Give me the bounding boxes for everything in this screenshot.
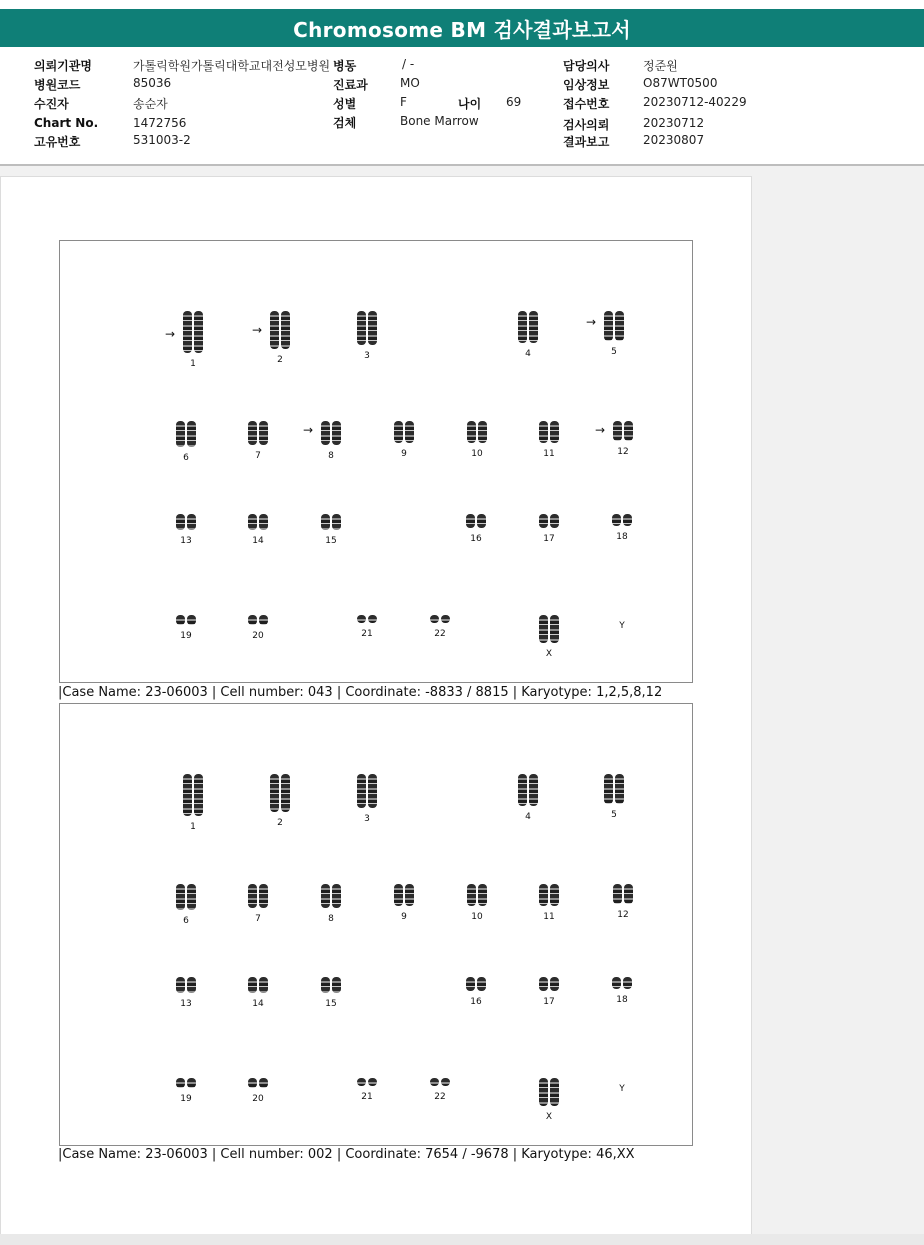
chromosome-pair-image xyxy=(430,1078,450,1086)
institution-value: 가톨릭학원가톨릭대학교대전성모병원 xyxy=(133,59,331,73)
chromosome-3 xyxy=(337,311,397,361)
chromosome-number-label: 19 xyxy=(180,1094,192,1104)
chromosome-shape xyxy=(624,884,633,904)
chromosome-shape xyxy=(466,514,475,528)
chromosome-shape xyxy=(604,311,613,341)
chromosome-shape xyxy=(615,311,624,341)
chromosome-shape xyxy=(270,311,279,349)
chromosome-shape xyxy=(248,421,257,445)
chromosome-shape xyxy=(357,615,366,623)
receipt-no-value: 20230712-40229 xyxy=(643,95,747,109)
chromosome-shape xyxy=(539,977,548,991)
chromosome-13 xyxy=(156,514,216,546)
chromosome-shape xyxy=(623,977,632,989)
report-title: Chromosome BM 검사결과보고서 xyxy=(293,17,631,42)
chromosome-13 xyxy=(156,977,216,1009)
chromosome-shape xyxy=(332,977,341,993)
chromosome-shape xyxy=(368,774,377,808)
chromosome-shape xyxy=(405,884,414,906)
chromosome-shape xyxy=(539,615,548,643)
abnormality-arrow-icon: → xyxy=(252,323,263,337)
chart-no-label: Chart No. xyxy=(34,116,99,130)
chromosome-pair-image xyxy=(321,514,341,530)
chromosome-4 xyxy=(498,311,558,359)
chromosome-shape xyxy=(187,615,196,625)
chromosome-number-label: 20 xyxy=(252,631,264,641)
chromosome-11 xyxy=(519,884,579,922)
chromosome-pair-image xyxy=(321,977,341,993)
chromosome-4 xyxy=(498,774,558,822)
chromosome-pair-image xyxy=(466,977,486,991)
chromosome-shape xyxy=(248,884,257,908)
unique-no-value: 531003-2 xyxy=(133,133,191,147)
chromosome-shape xyxy=(604,774,613,804)
chromosome-shape xyxy=(405,421,414,443)
chromosome-number-label: 7 xyxy=(255,914,261,924)
chromosome-pair-image xyxy=(613,884,633,904)
chromosome-X xyxy=(519,1078,579,1122)
chromosome-5 xyxy=(584,774,644,820)
doctor-value: 정준원 xyxy=(643,59,678,73)
chromosome-14 xyxy=(228,514,288,546)
chromosome-pair-image xyxy=(321,884,341,908)
chromosome-pair-image xyxy=(539,514,559,528)
chromosome-number-label: 19 xyxy=(180,631,192,641)
chromosome-shape xyxy=(248,1078,257,1088)
report-date-label: 결과보고 xyxy=(563,135,610,149)
report-document xyxy=(0,176,752,1236)
chromosome-3 xyxy=(337,774,397,824)
karyogram-caption-1: |Case Name: 23-06003 | Cell number: 043 | Coordinate: -8833 / 8815 | Karyotype: 1,2,5,8,12 xyxy=(58,685,663,700)
chromosome-number-label: 13 xyxy=(180,536,192,546)
chromosome-pair-image xyxy=(248,514,268,530)
chromosome-shape xyxy=(187,514,196,530)
chromosome-Y xyxy=(592,615,652,631)
chromosome-shape xyxy=(477,977,486,991)
chromosome-shape xyxy=(539,1078,548,1106)
chromosome-number-label: 21 xyxy=(361,1092,373,1102)
chromosome-shape xyxy=(248,514,257,530)
hospital-code-label: 병원코드 xyxy=(34,78,81,92)
chromosome-pair-image xyxy=(270,774,290,812)
chromosome-shape xyxy=(441,615,450,623)
chromosome-shape xyxy=(539,514,548,528)
chromosome-pair-image xyxy=(539,615,559,643)
dept-label: 진료과 xyxy=(333,78,368,92)
chromosome-2 xyxy=(250,311,310,365)
chromosome-shape xyxy=(281,311,290,349)
chromosome-shape xyxy=(430,615,439,623)
chromosome-number-label: 9 xyxy=(401,449,407,459)
chromosome-number-label: 6 xyxy=(183,453,189,463)
chromosome-number-label: 8 xyxy=(328,451,334,461)
chromosome-number-label: 18 xyxy=(616,995,628,1005)
chromosome-shape xyxy=(478,884,487,906)
chromosome-pair-image xyxy=(248,1078,268,1088)
chromosome-pair-image xyxy=(466,514,486,528)
chromosome-number-label: 21 xyxy=(361,629,373,639)
chromosome-9 xyxy=(374,421,434,459)
chromosome-shape xyxy=(550,884,559,906)
chromosome-pair-image xyxy=(321,421,341,445)
report-header xyxy=(0,0,924,55)
chromosome-shape xyxy=(539,884,548,906)
chromosome-number-label: 8 xyxy=(328,914,334,924)
chromosome-shape xyxy=(321,977,330,993)
patient-info-block xyxy=(0,54,924,166)
chromosome-shape xyxy=(248,615,257,625)
chromosome-shape xyxy=(550,514,559,528)
sex-value: F xyxy=(400,95,407,109)
chromosome-pair-image xyxy=(394,884,414,906)
chromosome-X xyxy=(519,615,579,659)
chromosome-pair-image xyxy=(357,1078,377,1086)
chromosome-shape xyxy=(259,884,268,908)
chromosome-pair-image xyxy=(539,884,559,906)
chromosome-shape xyxy=(613,421,622,441)
chromosome-shape xyxy=(332,514,341,530)
chromosome-pair-image xyxy=(248,615,268,625)
chromosome-9 xyxy=(374,884,434,922)
chromosome-1 xyxy=(163,774,223,832)
abnormality-arrow-icon: → xyxy=(586,315,597,329)
abnormality-arrow-icon: → xyxy=(165,327,176,341)
institution-label: 의뢰기관명 xyxy=(34,59,92,73)
request-date-value: 20230712 xyxy=(643,116,705,130)
chromosome-pair-image xyxy=(176,1078,196,1088)
chromosome-shape xyxy=(176,514,185,530)
receipt-no-label: 접수번호 xyxy=(563,97,610,111)
chromosome-shape xyxy=(430,1078,439,1086)
chromosome-shape xyxy=(183,311,192,353)
chromosome-shape xyxy=(613,884,622,904)
chromosome-number-label: 10 xyxy=(471,912,483,922)
chromosome-shape xyxy=(194,774,203,816)
chromosome-shape xyxy=(321,514,330,530)
chromosome-pair-image xyxy=(176,884,196,910)
chromosome-number-label: 9 xyxy=(401,912,407,922)
chromosome-shape xyxy=(259,977,268,993)
specimen-label: 검체 xyxy=(333,116,357,130)
age-label: 나이 xyxy=(458,97,482,111)
chromosome-shape xyxy=(612,514,621,526)
chromosome-shape xyxy=(321,884,330,908)
chart-no-value: 1472756 xyxy=(133,116,187,130)
chromosome-shape xyxy=(321,421,330,445)
chromosome-shape xyxy=(368,1078,377,1086)
chromosome-number-label: 4 xyxy=(525,349,531,359)
specimen-value: Bone Marrow xyxy=(400,114,479,128)
chromosome-19 xyxy=(156,1078,216,1104)
chromosome-pair-image xyxy=(176,514,196,530)
chromosome-pair-image xyxy=(604,774,624,804)
chromosome-10 xyxy=(447,421,507,459)
chromosome-shape xyxy=(357,774,366,808)
clinical-info-value: O87WT0500 xyxy=(643,76,718,90)
chromosome-20 xyxy=(228,615,288,641)
chromosome-shape xyxy=(259,615,268,625)
chromosome-shape xyxy=(478,421,487,443)
chromosome-8 xyxy=(301,884,361,924)
chromosome-number-label: 20 xyxy=(252,1094,264,1104)
chromosome-15 xyxy=(301,977,361,1009)
chromosome-shape xyxy=(194,311,203,353)
chromosome-18 xyxy=(592,514,652,542)
chromosome-number-label: 5 xyxy=(611,810,617,820)
chromosome-shape xyxy=(394,884,403,906)
chromosome-shape xyxy=(624,421,633,441)
chromosome-shape xyxy=(518,774,527,806)
chromosome-pair-image xyxy=(467,884,487,906)
clinical-info-label: 임상정보 xyxy=(563,78,610,92)
chromosome-pair-image xyxy=(183,311,203,353)
chromosome-15 xyxy=(301,514,361,546)
chromosome-pair-image xyxy=(357,774,377,808)
hospital-code-value: 85036 xyxy=(133,76,172,90)
chromosome-number-label: 16 xyxy=(470,997,482,1007)
chromosome-shape xyxy=(539,421,548,443)
chromosome-number-label: 15 xyxy=(325,999,337,1009)
chromosome-shape xyxy=(550,1078,559,1106)
chromosome-18 xyxy=(592,977,652,1005)
chromosome-shape xyxy=(270,774,279,812)
chromosome-shape xyxy=(477,514,486,528)
chromosome-22 xyxy=(410,615,470,639)
chromosome-number-label: 17 xyxy=(543,534,555,544)
chromosome-pair-image xyxy=(248,977,268,993)
chromosome-pair-image xyxy=(539,421,559,443)
chromosome-shape xyxy=(187,421,196,447)
chromosome-shape xyxy=(394,421,403,443)
chromosome-7 xyxy=(228,421,288,461)
chromosome-number-label: 18 xyxy=(616,532,628,542)
chromosome-number-label: Y xyxy=(619,1084,625,1094)
chromosome-shape xyxy=(183,774,192,816)
chromosome-number-label: 7 xyxy=(255,451,261,461)
title-banner xyxy=(0,9,924,47)
chromosome-shape xyxy=(332,421,341,445)
chromosome-6 xyxy=(156,421,216,463)
chromosome-pair-image xyxy=(539,1078,559,1106)
chromosome-number-label: X xyxy=(545,649,553,659)
chromosome-pair-image xyxy=(176,615,196,625)
patient-value: 송순자 xyxy=(133,97,168,111)
karyogram-panel-1 xyxy=(59,240,693,683)
doctor-label: 담당의사 xyxy=(563,59,610,73)
chromosome-pair-image xyxy=(270,311,290,349)
chromosome-number-label: X xyxy=(545,1112,553,1122)
chromosome-17 xyxy=(519,977,579,1007)
chromosome-shape xyxy=(441,1078,450,1086)
unique-no-label: 고유번호 xyxy=(34,135,81,149)
chromosome-shape xyxy=(518,311,527,343)
chromosome-number-label: 3 xyxy=(364,351,370,361)
chromosome-number-label: 22 xyxy=(434,629,446,639)
chromosome-10 xyxy=(447,884,507,922)
chromosome-number-label: 14 xyxy=(252,999,264,1009)
chromosome-number-label: 17 xyxy=(543,997,555,1007)
chromosome-shape xyxy=(332,884,341,908)
abnormality-arrow-icon: → xyxy=(595,423,606,437)
chromosome-shape xyxy=(466,977,475,991)
chromosome-pair-image xyxy=(612,514,632,526)
report-date-value: 20230807 xyxy=(643,133,705,147)
chromosome-number-label: 5 xyxy=(611,347,617,357)
chromosome-16 xyxy=(446,514,506,544)
chromosome-shape xyxy=(368,615,377,623)
chromosome-number-label: 6 xyxy=(183,916,189,926)
chromosome-number-label: 13 xyxy=(180,999,192,1009)
chromosome-shape xyxy=(612,977,621,989)
abnormality-arrow-icon: → xyxy=(303,423,314,437)
chromosome-shape xyxy=(550,615,559,643)
dept-value: MO xyxy=(400,76,420,90)
chromosome-number-label: 3 xyxy=(364,814,370,824)
chromosome-number-label: 2 xyxy=(277,355,283,365)
chromosome-number-label: 1 xyxy=(190,359,196,369)
chromosome-shape xyxy=(281,774,290,812)
chromosome-pair-image xyxy=(357,311,377,345)
chromosome-number-label: 10 xyxy=(471,449,483,459)
chromosome-shape xyxy=(259,421,268,445)
chromosome-shape xyxy=(615,774,624,804)
chromosome-shape xyxy=(176,421,185,447)
chromosome-14 xyxy=(228,977,288,1009)
chromosome-7 xyxy=(228,884,288,924)
chromosome-number-label: 16 xyxy=(470,534,482,544)
chromosome-number-label: 2 xyxy=(277,818,283,828)
request-date-label: 검사의뢰 xyxy=(563,118,610,132)
chromosome-number-label: Y xyxy=(619,621,625,631)
chromosome-pair-image xyxy=(518,311,538,343)
chromosome-shape xyxy=(259,514,268,530)
chromosome-pair-image xyxy=(539,977,559,991)
chromosome-pair-image xyxy=(357,615,377,623)
chromosome-pair-image xyxy=(613,421,633,441)
chromosome-pair-image xyxy=(176,977,196,993)
chromosome-shape xyxy=(176,1078,185,1088)
chromosome-shape xyxy=(550,977,559,991)
patient-label: 수진자 xyxy=(34,97,69,111)
chromosome-pair-image xyxy=(612,977,632,989)
chromosome-number-label: 22 xyxy=(434,1092,446,1102)
chromosome-pair-image xyxy=(604,311,624,341)
ward-value: / - xyxy=(402,57,415,71)
chromosome-number-label: 14 xyxy=(252,536,264,546)
chromosome-shape xyxy=(259,1078,268,1088)
chromosome-22 xyxy=(410,1078,470,1102)
chromosome-number-label: 4 xyxy=(525,812,531,822)
chromosome-shape xyxy=(187,1078,196,1088)
chromosome-shape xyxy=(357,311,366,345)
chromosome-shape xyxy=(357,1078,366,1086)
chromosome-shape xyxy=(176,884,185,910)
chromosome-shape xyxy=(176,615,185,625)
chromosome-shape xyxy=(623,514,632,526)
chromosome-pair-image xyxy=(176,421,196,447)
chromosome-shape xyxy=(529,311,538,343)
chromosome-shape xyxy=(550,421,559,443)
chromosome-pair-image xyxy=(430,615,450,623)
chromosome-shape xyxy=(248,977,257,993)
chromosome-number-label: 11 xyxy=(543,449,555,459)
chromosome-pair-image xyxy=(394,421,414,443)
chromosome-21 xyxy=(337,1078,397,1102)
karyogram-panel-2 xyxy=(59,703,693,1146)
chromosome-shape xyxy=(176,977,185,993)
chromosome-12 xyxy=(593,884,653,920)
chromosome-pair-image xyxy=(467,421,487,443)
karyogram-caption-2: |Case Name: 23-06003 | Cell number: 002 | Coordinate: 7654 / -9678 | Karyotype: 46,XX xyxy=(58,1147,635,1162)
chromosome-shape xyxy=(368,311,377,345)
chromosome-shape xyxy=(187,977,196,993)
chromosome-pair-image xyxy=(248,884,268,908)
chromosome-shape xyxy=(529,774,538,806)
page-bottom-strip xyxy=(0,1234,924,1245)
chromosome-number-label: 12 xyxy=(617,910,629,920)
chromosome-shape xyxy=(467,884,476,906)
chromosome-number-label: 15 xyxy=(325,536,337,546)
chromosome-number-label: 12 xyxy=(617,447,629,457)
chromosome-number-label: 1 xyxy=(190,822,196,832)
chromosome-shape xyxy=(467,421,476,443)
chromosome-pair-image xyxy=(183,774,203,816)
chromosome-20 xyxy=(228,1078,288,1104)
chromosome-19 xyxy=(156,615,216,641)
chromosome-11 xyxy=(519,421,579,459)
chromosome-number-label: 11 xyxy=(543,912,555,922)
chromosome-pair-image xyxy=(248,421,268,445)
chromosome-6 xyxy=(156,884,216,926)
chromosome-21 xyxy=(337,615,397,639)
ward-label: 병동 xyxy=(333,59,357,73)
age-value: 69 xyxy=(506,95,522,109)
chromosome-2 xyxy=(250,774,310,828)
chromosome-pair-image xyxy=(518,774,538,806)
sex-label: 성별 xyxy=(333,97,357,111)
chromosome-shape xyxy=(187,884,196,910)
chromosome-16 xyxy=(446,977,506,1007)
chromosome-Y xyxy=(592,1078,652,1094)
chromosome-17 xyxy=(519,514,579,544)
